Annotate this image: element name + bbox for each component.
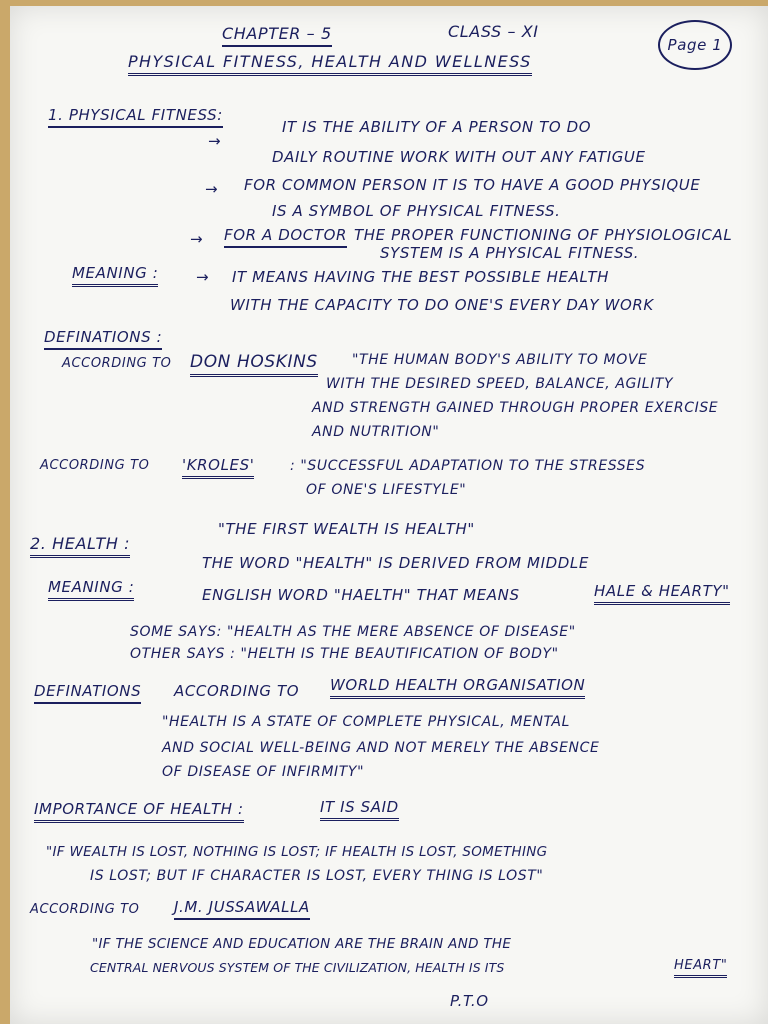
fitness-line: IS A SYMBOL OF PHYSICAL FITNESS. (272, 202, 561, 220)
definition-text: OF DISEASE OF INFIRMITY" (162, 764, 365, 780)
arrow-icon: → (196, 268, 210, 286)
definition-text: AND STRENGTH GAINED THROUGH PROPER EXERCISE (312, 400, 719, 416)
definition-text: "THE HUMAN BODY'S ABILITY TO MOVE (352, 352, 648, 368)
meaning-label: MEANING : (48, 578, 134, 601)
meaning-label: MEANING : (72, 264, 158, 287)
arrow-icon: → (190, 230, 204, 248)
quote-text: CENTRAL NERVOUS SYSTEM OF THE CIVILIZATION, HEALTH IS ITS (90, 960, 505, 975)
hale-hearty-term: HALE & HEARTY" (594, 582, 730, 605)
according-to-label: ACCORDING TO (174, 682, 300, 700)
meaning-text: THE WORD "HEALTH" IS DERIVED FROM MIDDLE (202, 554, 589, 572)
fitness-line: THE PROPER FUNCTIONING OF PHYSIOLOGICAL (354, 226, 733, 244)
according-to-label: ACCORDING TO (40, 458, 150, 473)
fitness-line: IT IS THE ABILITY OF A PERSON TO DO (282, 118, 592, 136)
quote-text: "IF WEALTH IS LOST, NOTHING IS LOST; IF HEALTH IS LOST, SOMETHING (46, 844, 548, 860)
fitness-line: SYSTEM IS A PHYSICAL FITNESS. (380, 244, 640, 262)
arrow-icon: → (205, 180, 219, 198)
org-name: WORLD HEALTH ORGANISATION (330, 676, 585, 699)
section-heading-physical-fitness: 1. PHYSICAL FITNESS: (48, 106, 223, 128)
author-don-hoskins: DON HOSKINS (190, 352, 318, 377)
importance-heading: IMPORTANCE OF HEALTH : (34, 800, 244, 823)
health-quote: "THE FIRST WEALTH IS HEALTH" (218, 520, 475, 538)
according-to-label: ACCORDING TO (30, 902, 140, 917)
definition-text: OF ONE'S LIFESTYLE" (306, 482, 467, 498)
definition-text: "HEALTH IS A STATE OF COMPLETE PHYSICAL, MENTAL (162, 714, 570, 730)
arrow-icon: → (208, 132, 222, 150)
some-says-text: SOME SAYS: "HEALTH AS THE MERE ABSENCE OF DISEASE" (130, 624, 576, 640)
it-is-said-label: IT IS SAID (320, 798, 399, 821)
class-label: CLASS – XI (448, 22, 539, 41)
section-heading-health: 2. HEALTH : (30, 534, 130, 558)
definition-text: AND SOCIAL WELL-BEING AND NOT MERELY THE ABSENCE (162, 740, 600, 756)
definitions-heading: DEFINATIONS : (44, 328, 162, 350)
fitness-line: DAILY ROUTINE WORK WITH OUT ANY FATIGUE (272, 148, 646, 166)
page-title: PHYSICAL FITNESS, HEALTH AND WELLNESS (128, 52, 532, 76)
doctor-label: FOR A DOCTOR (224, 226, 347, 248)
meaning-text: IT MEANS HAVING THE BEST POSSIBLE HEALTH (232, 268, 610, 286)
heart-term: HEART" (674, 958, 727, 978)
quote-text: IS LOST; BUT IF CHARACTER IS LOST, EVERY THING IS LOST" (90, 868, 544, 884)
pto-label: P.T.O (450, 992, 489, 1010)
meaning-text: ENGLISH WORD "HAELTH" THAT MEANS (202, 586, 520, 604)
other-says-text: OTHER SAYS : "HELTH IS THE BEAUTIFICATION OF BODY" (130, 646, 559, 662)
definition-text: WITH THE DESIRED SPEED, BALANCE, AGILITY (326, 376, 674, 392)
definition-text: AND NUTRITION" (312, 424, 440, 440)
definition-text: : "SUCCESSFUL ADAPTATION TO THE STRESSES (290, 458, 646, 474)
author-jussawalla: J.M. JUSSAWALLA (174, 898, 310, 920)
notes-page (10, 6, 768, 1024)
according-to-label: ACCORDING TO (62, 356, 172, 371)
chapter-title: CHAPTER – 5 (222, 24, 332, 47)
quote-text: "IF THE SCIENCE AND EDUCATION ARE THE BRAIN AND THE (92, 936, 512, 952)
definitions-heading: DEFINATIONS (34, 682, 141, 704)
author-kroles: 'KROLES' (182, 456, 254, 479)
meaning-text: WITH THE CAPACITY TO DO ONE'S EVERY DAY WORK (230, 296, 654, 314)
fitness-line: FOR COMMON PERSON IT IS TO HAVE A GOOD PHYSIQUE (244, 176, 701, 194)
page-number-badge: Page 1 (658, 20, 732, 70)
